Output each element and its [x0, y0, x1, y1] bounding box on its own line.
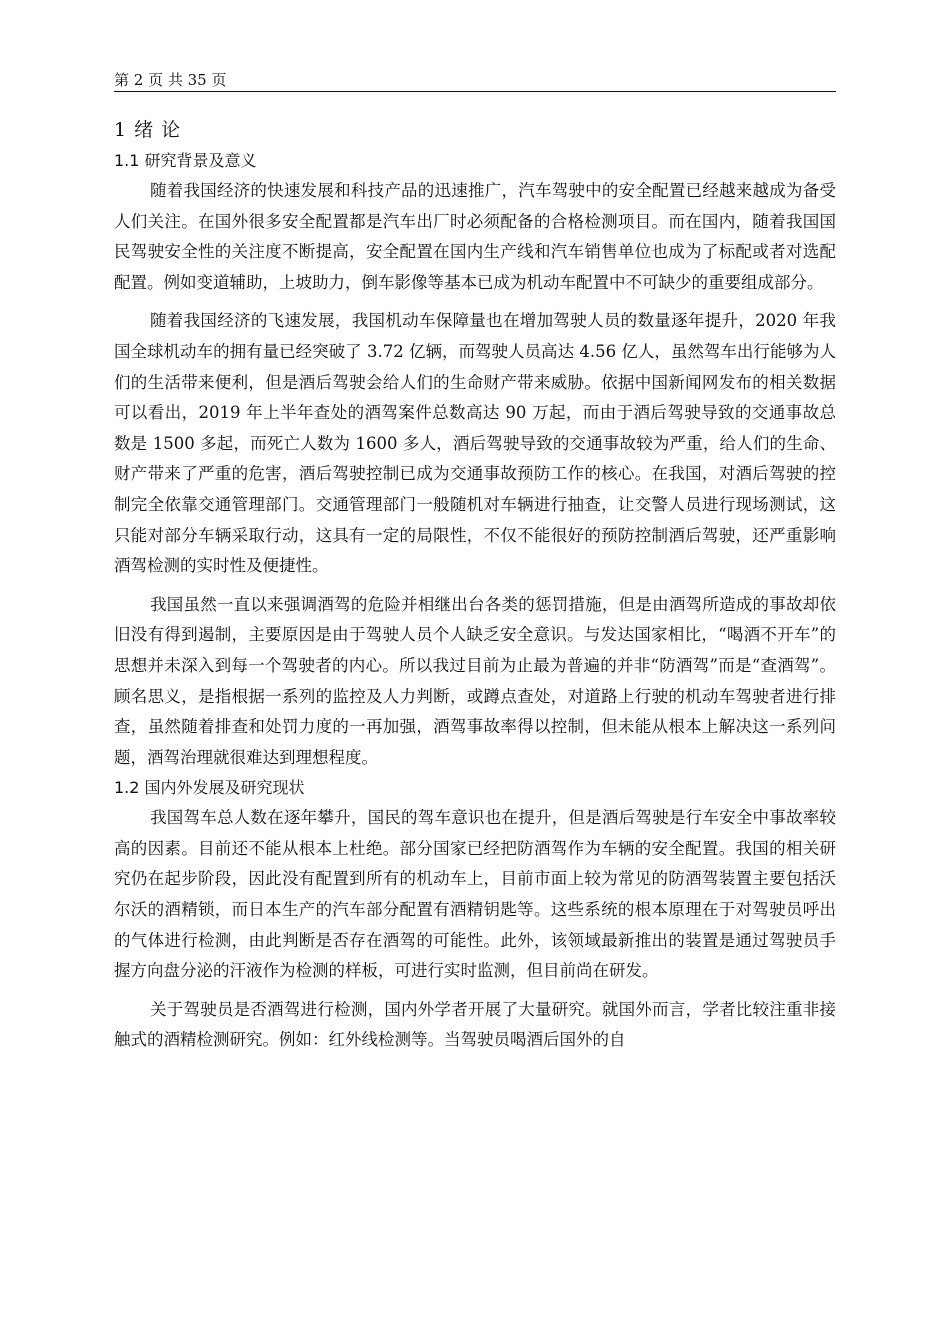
- section-title-status: 1.2 国内外发展及研究现状: [114, 778, 305, 798]
- section-title-background: 1.1 研究背景及意义: [114, 151, 257, 170]
- header-divider: [114, 91, 836, 92]
- paragraph-gap: [114, 298, 836, 306]
- page-header: [114, 70, 836, 90]
- paragraph: 我国虽然一直以来强调酒驾的危险并相继出台各类的惩罚措施，但是由酒驾所造成的事故却依旧没有得到遏制，主要原因是由于驾驶人员个人缺乏安全意识。与发达国家相比，“喝酒不开车”的思想并未深入到每一个驾驶者的内心。所以我过目前为止最为普遍的并非“防酒驾”而是“查酒驾”。顾名思义，是指根据一系列的监控及人力判断，或蹲点查处，对道路上行驶的机动车驾驶者进行排查，虽然随着排查和处罚力度的一再加强，酒驾事故率得以控制，但未能从根本上解决这一系列问题，酒驾治理就很难达到理想程度。: [114, 594, 836, 767]
- paragraph: 随着我国经济的快速发展和科技产品的迅速推广，汽车驾驶中的安全配置已经越来越成为备受人们关注。在国外很多安全配置都是汽车出厂时必须配备的合格检测项目。而在国内，随着我国国民驾驶安全性的关注度不断提高，安全配置在国内生产线和汽车销售单位也成为了标配或者对选配配置。例如变道辅助，上坡助力，倒车影像等基本已成为机动车配置中不可缺少的重要组成部分。: [114, 181, 836, 292]
- paragraph-gap: [114, 582, 836, 590]
- paragraph: 我国驾车总人数在逐年攀升，国民的驾车意识也在提升，但是酒后驾驶是行车安全中事故率较高的因素。目前还不能从根本上杜绝。部分国家已经把防酒驾作为车辆的安全配置。我国的相关研究仍在起步阶段，因此没有配置到所有的机动车上，目前市面上较为常见的防酒驾装置主要包括沃尔沃的酒精锁，而日本生产的汽车部分配置有酒精钥匙等。这些系统的根本原理在于对驾驶员呼出的气体进行检测，由此判断是否存在酒驾的可能性。此外，该领域最新推出的装置是通过驾驶员手握方向盘分泌的汗液作为检测的样板，可进行实时监测，但目前尚在研发。: [114, 808, 836, 981]
- paragraph: 关于驾驶员是否酒驾进行检测，国内外学者开展了大量研究。就国外而言，学者比较注重非接触式的酒精检测研究。例如：红外线检测等。当驾驶员喝酒后国外的自: [114, 999, 836, 1050]
- paragraph: 随着我国经济的飞速发展，我国机动车保障量也在增加驾驶人员的数量逐年提升，2020 年我国全球机动车的拥有量已经突破了 3.72 亿辆，而驾驶人员高达 4.56 亿人，虽然驾车出行能够为人们的生活带来便利，但是酒后驾驶会给人们的生命财产带来威胁。依据中国新闻网发布的相关数据可以看出，2019 年上半年查处的酒驾案件总数高达 90 万起，而由于酒后驾驶导致的交通事故总数是 1500 多起，而死亡人数为 1600 多人，酒后驾驶导致的交通事故较为严重，给人们的生命、财产带来了严重的危害，酒后驾驶控制已成为交通事故预防工作的核心。在我国，对酒后驾驶的控制完全依靠交通管理部门。交通管理部门一般随机对车辆进行抽查，让交警人员进行现场测试，这只能对部分车辆采取行动，这具有一定的局限性，不仅不能很好的预防控制酒后驾驶，还严重影响酒驾检测的实时性及便捷性。: [114, 311, 836, 576]
- page-body: [114, 114, 836, 1056]
- paragraph-gap: [114, 987, 836, 995]
- page-number-label: 第 2 页 共 35 页: [114, 71, 227, 89]
- chapter-title: 1 绪 论: [114, 119, 182, 141]
